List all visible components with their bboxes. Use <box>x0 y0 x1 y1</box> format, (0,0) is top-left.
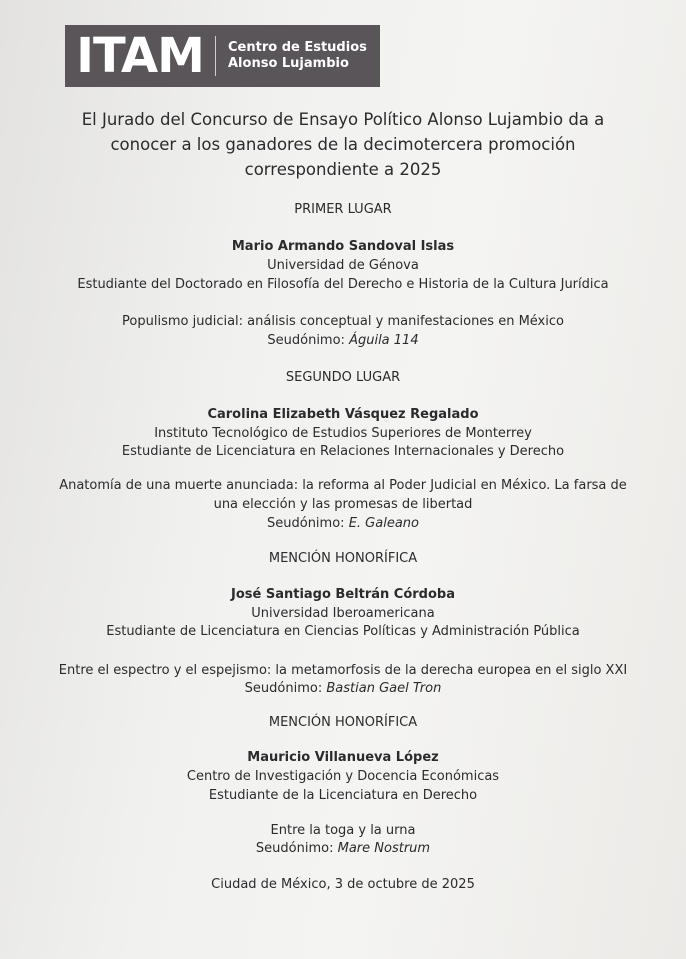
heading-line-1: El Jurado del Concurso de Ensayo Político Alonso Lujambio da a <box>81 110 605 129</box>
pseudonym-value: Bastian Gael Tron <box>326 681 442 696</box>
winner-program: Estudiante de Licenciatura en Relaciones Internacionales y Derecho <box>121 444 565 459</box>
winner-institution: Centro de Investigación y Docencia Económicas <box>186 769 500 784</box>
winner-name: Carolina Elizabeth Vásquez Regalado <box>207 407 479 422</box>
winner-institution: Instituto Tecnológico de Estudios Superiores de Monterrey <box>154 426 532 441</box>
place-label: SEGUNDO LUGAR <box>285 370 401 385</box>
essay-title-line-2: una elección y las promesas de libertad <box>213 497 473 512</box>
essay-title: Entre el espectro y el espejismo: la metamorfosis de la derecha europea en el siglo XXI <box>58 663 628 678</box>
itam-logo <box>65 25 380 87</box>
pseudonym-value: E. Galeano <box>348 516 419 531</box>
date-footer: Ciudad de México, 3 de octubre de 2025 <box>211 877 475 892</box>
pseudonym-label: Seudónimo: <box>267 516 345 531</box>
pseudonym-line <box>0 840 686 858</box>
place-label: MENCIÓN HONORÍFICA <box>268 715 418 730</box>
winner-program: Estudiante de la Licenciatura en Derecho <box>208 788 478 803</box>
pseudonym-value: Águila 114 <box>349 333 419 348</box>
heading-line-2: conocer a los ganadores de la decimotercera promoción <box>110 135 576 154</box>
winner-name: Mauricio Villanueva López <box>247 750 439 765</box>
place-label: PRIMER LUGAR <box>294 202 392 217</box>
logo-line-1: Centro de Estudios <box>228 40 367 55</box>
pseudonym-line <box>0 680 686 698</box>
winner-institution: Universidad Iberoamericana <box>251 606 435 621</box>
essay-title: Populismo judicial: análisis conceptual y manifestaciones en México <box>122 314 564 329</box>
heading-line-3: correspondiente a 2025 <box>244 160 442 179</box>
essay-title: Entre la toga y la urna <box>270 823 416 838</box>
logo-text <box>228 40 367 72</box>
winner-program: Estudiante del Doctorado en Filosofía del Derecho e Historia de la Cultura Jurídica <box>77 277 609 292</box>
logo-mark: ITAM <box>76 28 204 84</box>
pseudonym-value: Mare Nostrum <box>337 841 431 856</box>
logo-divider <box>215 36 216 76</box>
winner-program: Estudiante de Licenciatura en Ciencias Políticas y Administración Pública <box>106 624 580 639</box>
pseudonym-label: Seudónimo: <box>267 333 345 348</box>
winner-name: Mario Armando Sandoval Islas <box>231 239 455 254</box>
pseudonym-label: Seudónimo: <box>255 841 334 856</box>
pseudonym-line <box>0 332 686 350</box>
winner-name: José Santiago Beltrán Córdoba <box>230 587 455 602</box>
winner-institution: Universidad de Génova <box>267 258 419 273</box>
essay-title-line-1: Anatomía de una muerte anunciada: la reforma al Poder Judicial en México. La farsa de <box>59 478 627 493</box>
pseudonym-label: Seudónimo: <box>244 681 323 696</box>
logo-line-2: Alonso Lujambio <box>228 56 349 71</box>
place-label: MENCIÓN HONORÍFICA <box>268 551 418 566</box>
pseudonym-line <box>0 515 686 533</box>
